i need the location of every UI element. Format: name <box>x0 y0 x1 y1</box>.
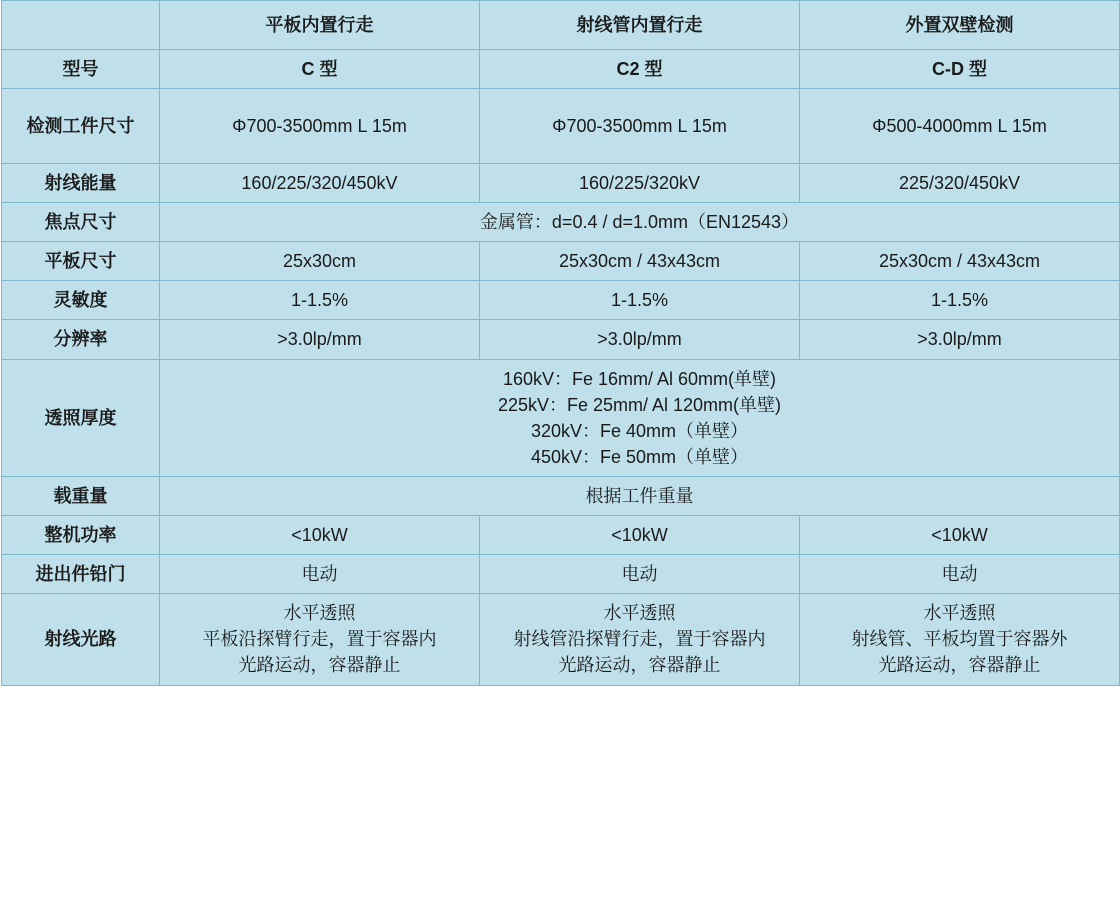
cell-panel-size-3: 25x30cm / 43x43cm <box>800 242 1120 281</box>
cell-lead-door-2: 电动 <box>480 555 800 594</box>
ray-path-3-line-2: 射线管、平板均置于容器外 <box>851 629 1068 650</box>
cell-panel-size-2: 25x30cm / 43x43cm <box>480 242 800 281</box>
cell-ray-energy-2: 160/225/320kV <box>480 164 800 203</box>
cell-penetration-thickness-merged <box>160 359 1120 476</box>
penetration-line-320kv: 320kV：Fe 40mm（单壁） <box>530 420 749 441</box>
cell-ray-path-1 <box>160 594 480 685</box>
ray-path-2-line-3: 光路运动，容器静止 <box>558 655 721 676</box>
table-row <box>2 164 1120 203</box>
cell-model-c2: C2 型 <box>480 50 800 89</box>
specification-table <box>1 0 1120 686</box>
ray-path-3-line-1: 水平透照 <box>923 603 996 624</box>
ray-path-1-line-1: 水平透照 <box>283 603 356 624</box>
cell-total-power-1: <10kW <box>160 516 480 555</box>
cell-load-capacity-merged: 根据工件重量 <box>160 476 1120 515</box>
ray-path-2-line-2: 射线管沿探臂行走，置于容器内 <box>513 629 766 650</box>
cell-panel-size-1: 25x30cm <box>160 242 480 281</box>
cell-model-cd: C-D 型 <box>800 50 1120 89</box>
table-header-row <box>2 1 1120 50</box>
cell-workpiece-size-2: Φ700-3500mm L 15m <box>480 89 800 164</box>
cell-sensitivity-1: 1-1.5% <box>160 281 480 320</box>
header-corner-blank <box>2 1 160 50</box>
table-row <box>2 320 1120 359</box>
row-label-penetration-thickness: 透照厚度 <box>2 359 160 476</box>
cell-resolution-1: >3.0lp/mm <box>160 320 480 359</box>
penetration-line-160kv: 160kV：Fe 16mm/ Al 60mm(单壁) <box>502 368 777 389</box>
table-row <box>2 89 1120 164</box>
penetration-line-450kv: 450kV：Fe 50mm（单壁） <box>530 446 749 467</box>
cell-model-c: C 型 <box>160 50 480 89</box>
table-row <box>2 359 1120 476</box>
ray-path-2-line-1: 水平透照 <box>603 603 676 624</box>
row-label-lead-door: 进出件铅门 <box>2 555 160 594</box>
row-label-model: 型号 <box>2 50 160 89</box>
ray-path-3-line-3: 光路运动，容器静止 <box>878 655 1041 676</box>
column-header-3: 外置双壁检测 <box>800 1 1120 50</box>
cell-sensitivity-3: 1-1.5% <box>800 281 1120 320</box>
row-label-focal-spot: 焦点尺寸 <box>2 203 160 242</box>
row-label-total-power: 整机功率 <box>2 516 160 555</box>
table-row <box>2 203 1120 242</box>
cell-workpiece-size-1: Φ700-3500mm L 15m <box>160 89 480 164</box>
table-row <box>2 476 1120 515</box>
ray-path-1-line-3: 光路运动，容器静止 <box>238 655 401 676</box>
cell-total-power-2: <10kW <box>480 516 800 555</box>
column-header-1: 平板内置行走 <box>160 1 480 50</box>
cell-lead-door-3: 电动 <box>800 555 1120 594</box>
cell-ray-path-3 <box>800 594 1120 685</box>
cell-sensitivity-2: 1-1.5% <box>480 281 800 320</box>
table-row <box>2 594 1120 685</box>
cell-lead-door-1: 电动 <box>160 555 480 594</box>
cell-workpiece-size-3: Φ500-4000mm L 15m <box>800 89 1120 164</box>
cell-ray-energy-1: 160/225/320/450kV <box>160 164 480 203</box>
table-row <box>2 516 1120 555</box>
cell-focal-spot-merged: 金属管：d=0.4 / d=1.0mm（EN12543） <box>160 203 1120 242</box>
table-row <box>2 555 1120 594</box>
row-label-load-capacity: 载重量 <box>2 476 160 515</box>
table-row <box>2 281 1120 320</box>
column-header-2: 射线管内置行走 <box>480 1 800 50</box>
cell-resolution-3: >3.0lp/mm <box>800 320 1120 359</box>
ray-path-1-line-2: 平板沿探臂行走，置于容器内 <box>202 629 437 650</box>
table-row <box>2 242 1120 281</box>
cell-total-power-3: <10kW <box>800 516 1120 555</box>
row-label-ray-path: 射线光路 <box>2 594 160 685</box>
row-label-panel-size: 平板尺寸 <box>2 242 160 281</box>
cell-ray-path-2 <box>480 594 800 685</box>
penetration-line-225kv: 225kV：Fe 25mm/ Al 120mm(单壁) <box>497 394 782 415</box>
row-label-resolution: 分辨率 <box>2 320 160 359</box>
row-label-workpiece-size: 检测工件尺寸 <box>2 89 160 164</box>
cell-resolution-2: >3.0lp/mm <box>480 320 800 359</box>
row-label-sensitivity: 灵敏度 <box>2 281 160 320</box>
table-row <box>2 50 1120 89</box>
row-label-ray-energy: 射线能量 <box>2 164 160 203</box>
cell-ray-energy-3: 225/320/450kV <box>800 164 1120 203</box>
